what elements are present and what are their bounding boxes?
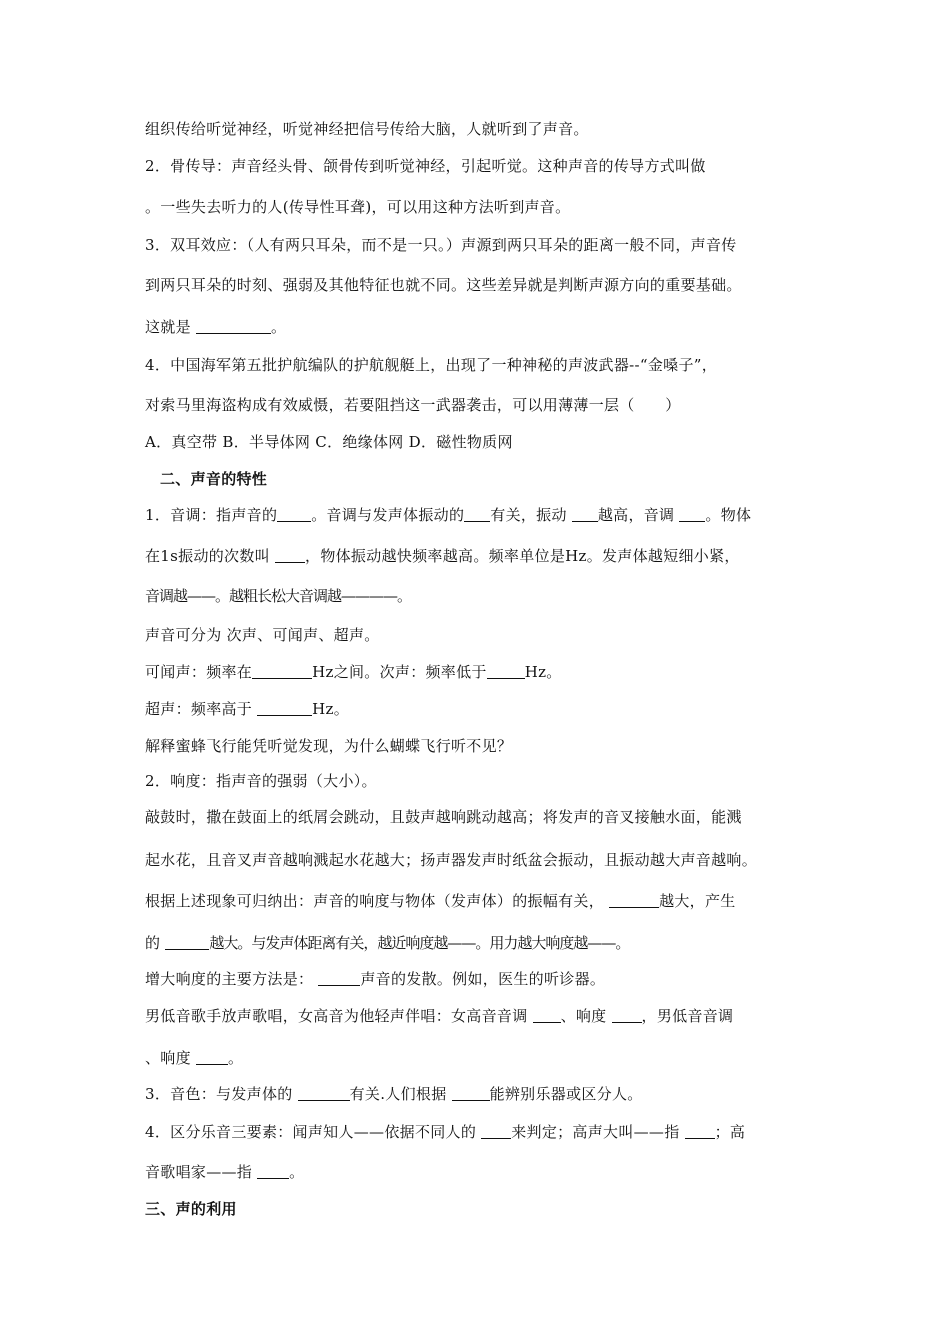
text: 对索马里海盗构成有效威慑，若要阻挡这一武器袭击，可以用薄薄一层（ ） [145,396,681,414]
paragraph-line [145,849,757,870]
fill-blank[interactable] [481,1124,511,1139]
text: 4．中国海军第五批护航编队的护航舰艇上，出现了一种神秘的声波武器--“金嗓子”， [145,356,718,374]
text: 超声：频率高于 [145,700,258,718]
paragraph-line [145,196,570,217]
text: ；高 [714,1123,746,1141]
paragraph-line [145,770,377,791]
fill-blank[interactable] [318,971,360,986]
paragraph-line [145,1047,243,1068]
text: Hz之间。次声：频率低于 [312,663,487,681]
text: Hz。 [524,663,562,681]
fill-blank[interactable] [452,1086,490,1101]
text: 敲鼓时，撒在鼓面上的纸屑会跳动，且鼓声越响跳动越高；将发声的音叉接触水面，能溅 [145,808,742,826]
paragraph-line [145,585,411,606]
text: 。 [270,318,287,336]
paragraph-line [145,545,740,566]
fill-blank[interactable] [257,1164,289,1179]
fill-blank[interactable] [298,1086,350,1101]
fill-blank[interactable] [685,1124,715,1139]
paragraph-line [145,932,629,953]
paragraph-line [145,354,717,375]
paragraph-line [145,624,380,645]
paragraph-line [145,698,349,719]
text: Hz。 [312,700,350,718]
fill-blank[interactable] [257,701,312,716]
text: 有关.人们根据 [349,1085,452,1103]
text: 。 [289,1163,305,1181]
text: 三、声的利用 [145,1200,237,1218]
paragraph-line [145,316,286,337]
text: ，物体振动越快频率越高。频率单位是Hz。发声体越短细小紧， [305,547,740,565]
text: 可闻声：频率在 [145,663,253,681]
text: 声音可分为 次声、可闻声、超声。 [145,626,380,644]
fill-blank[interactable] [609,893,659,908]
text: 起水花，且音叉声音越响溅起水花越大；扬声器发声时纸盆会振动，且振动越大声音越响。 [145,851,758,869]
text: 。物体 [705,506,752,524]
paragraph-line [145,234,737,255]
text: 。一些失去听力的人(传导性耳聋)，可以用这种方法听到声音。 [145,198,571,216]
fill-blank[interactable] [196,1050,228,1065]
paragraph-line [145,155,706,176]
text: 有关，振动 [490,506,572,524]
paragraph-line [145,1161,304,1182]
text: 1．音调：指声音的 [145,506,278,524]
fill-blank[interactable] [275,548,305,563]
paragraph-line [145,504,751,525]
fill-blank[interactable] [165,935,209,950]
text: 声音的发散。例如，医生的听诊器。 [360,970,606,988]
text: 增大响度的主要方法是： [145,970,319,988]
paragraph-line [145,394,681,415]
text: 组织传给听觉神经，听觉神经把信号传给大脑，人就听到了声音。 [145,120,589,138]
text: 、响度 [145,1049,196,1067]
paragraph-line [145,1121,745,1142]
text: 来判定；高声大叫——指 [511,1123,685,1141]
paragraph-line [145,1005,733,1026]
section-heading [160,468,267,489]
text: 在1s振动的次数叫 [145,547,276,565]
text: ，男低音音调 [641,1007,734,1025]
paragraph-line [145,890,736,911]
fill-blank[interactable] [572,507,598,522]
text: 根据上述现象可归纳出：声音的响度与物体（发声体）的振幅有关， [145,892,610,910]
text: 。 [227,1049,244,1067]
fill-blank[interactable] [252,664,312,679]
paragraph-line [145,806,742,827]
text: 到两只耳朵的时刻、强弱及其他特征也就不同。这些差异就是判断声源方向的重要基础。 [145,276,742,294]
text: 这就是 [145,318,196,336]
section-heading [145,1198,237,1219]
text: 3．音色：与发声体的 [145,1085,298,1103]
paragraph-line [145,968,605,989]
paragraph-line [145,118,589,139]
paragraph-line [145,735,512,756]
text: 二、声音的特性 [160,470,268,488]
answer-options [145,431,513,452]
fill-blank[interactable] [196,319,271,334]
text: 男低音歌手放声歌唱，女高音为他轻声伴唱：女高音音调 [145,1007,533,1025]
text: 2．骨传导：声音经头骨、颌骨传到听觉神经，引起听觉。这种声音的传导方式叫做 [145,157,706,175]
fill-blank[interactable] [464,507,490,522]
fill-blank[interactable] [487,664,525,679]
text: A．真空带 B．半导体网 C．绝缘体网 D．磁性物质网 [145,433,513,451]
text: 越大，产生 [659,892,736,910]
text: 音调越——。越粗长松大音调越————。 [145,587,412,605]
text: 的 [145,934,166,952]
paragraph-line [145,274,742,295]
text: 、响度 [560,1007,612,1025]
text: 。音调与发声体振动的 [311,506,465,524]
text: 能辨别乐器或区分人。 [489,1085,643,1103]
fill-blank[interactable] [533,1008,561,1023]
text: 4．区分乐音三要素：闻声知人——依据不同人的 [145,1123,482,1141]
text: 3．双耳效应：（人有两只耳朵，而不是一只。）声源到两只耳朵的距离一般不同，声音传 [145,236,737,254]
text: 解释蜜蜂飞行能凭听觉发现，为什么蝴蝶飞行听不见？ [145,737,513,755]
text: 音歌唱家——指 [145,1163,258,1181]
fill-blank[interactable] [277,507,311,522]
text: 越高，音调 [597,506,680,524]
paragraph-line [145,1083,643,1104]
fill-blank[interactable] [612,1008,642,1023]
fill-blank[interactable] [679,507,705,522]
text: 越大。与发声体距离有关，越近响度越——。用力越大响度越——。 [209,934,630,952]
paragraph-line [145,661,562,682]
text: 2．响度：指声音的强弱（大小）。 [145,772,377,790]
